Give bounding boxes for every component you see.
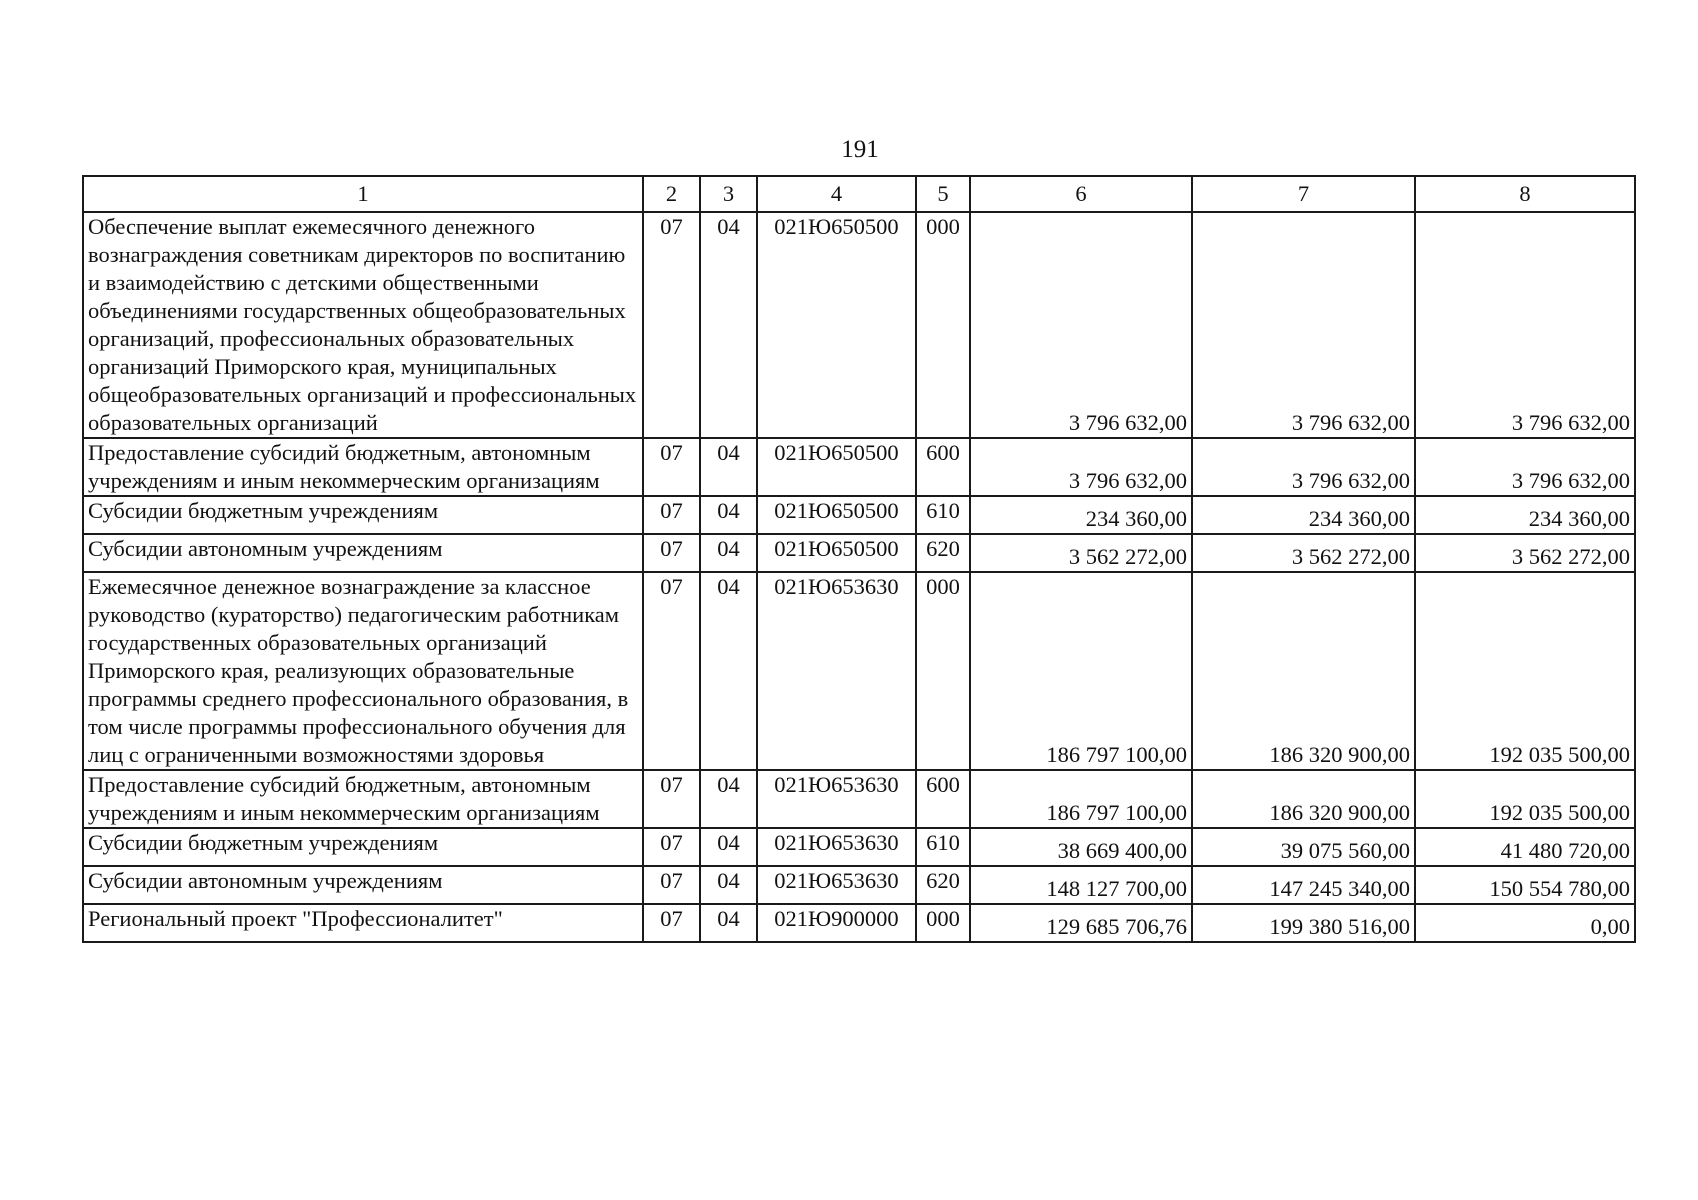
expense-type-code: 000	[916, 212, 970, 438]
row-description: Предоставление субсидий бюджетным, автономным учреждениям и иным некоммерческим организациям	[83, 770, 643, 828]
column-header-4: 4	[757, 176, 916, 212]
row-description: Субсидии автономным учреждениям	[83, 866, 643, 904]
budget-table	[82, 175, 1636, 943]
expense-type-code: 600	[916, 770, 970, 828]
row-description: Региональный проект "Профессионалитет"	[83, 904, 643, 942]
amount-col-8: 3 562 272,00	[1415, 534, 1635, 572]
amount-col-8: 192 035 500,00	[1415, 572, 1635, 770]
header-row	[83, 176, 1635, 212]
table-row	[83, 866, 1635, 904]
section-code: 07	[643, 212, 700, 438]
row-description: Обеспечение выплат ежемесячного денежного вознаграждения советникам директоров по воспитанию и взаимодействию с детскими общественными объединениями государственных общеобразовательных организаций, профессиональных образовательных организаций Приморского края, муниципальных общеобразовательных организаций и профессиональных образовательных организаций	[83, 212, 643, 438]
table-row	[83, 496, 1635, 534]
table-row	[83, 212, 1635, 438]
amount-col-8: 192 035 500,00	[1415, 770, 1635, 828]
section-code: 07	[643, 770, 700, 828]
expense-type-code: 610	[916, 496, 970, 534]
amount-col-7: 186 320 900,00	[1192, 770, 1415, 828]
amount-col-7: 39 075 560,00	[1192, 828, 1415, 866]
section-code: 07	[643, 828, 700, 866]
target-article-code: 021Ю653630	[757, 572, 916, 770]
amount-col-6: 148 127 700,00	[970, 866, 1192, 904]
column-header-2: 2	[643, 176, 700, 212]
table-row	[83, 534, 1635, 572]
column-header-5: 5	[916, 176, 970, 212]
section-code: 07	[643, 438, 700, 496]
table-row	[83, 572, 1635, 770]
subsection-code: 04	[700, 438, 757, 496]
amount-col-7: 3 796 632,00	[1192, 212, 1415, 438]
amount-col-8: 234 360,00	[1415, 496, 1635, 534]
section-code: 07	[643, 572, 700, 770]
page-number: 191	[841, 136, 879, 163]
expense-type-code: 620	[916, 534, 970, 572]
subsection-code: 04	[700, 866, 757, 904]
amount-col-6: 3 796 632,00	[970, 438, 1192, 496]
column-header-8: 8	[1415, 176, 1635, 212]
column-header-3: 3	[700, 176, 757, 212]
expense-type-code: 620	[916, 866, 970, 904]
amount-col-7: 3 562 272,00	[1192, 534, 1415, 572]
amount-col-7: 3 796 632,00	[1192, 438, 1415, 496]
target-article-code: 021Ю650500	[757, 438, 916, 496]
amount-col-8: 150 554 780,00	[1415, 866, 1635, 904]
column-header-6: 6	[970, 176, 1192, 212]
amount-col-6: 38 669 400,00	[970, 828, 1192, 866]
column-header-7: 7	[1192, 176, 1415, 212]
subsection-code: 04	[700, 496, 757, 534]
row-description: Субсидии бюджетным учреждениям	[83, 828, 643, 866]
target-article-code: 021Ю653630	[757, 770, 916, 828]
table-row	[83, 770, 1635, 828]
amount-col-8: 0,00	[1415, 904, 1635, 942]
expense-type-code: 000	[916, 904, 970, 942]
expense-type-code: 610	[916, 828, 970, 866]
amount-col-7: 199 380 516,00	[1192, 904, 1415, 942]
row-description: Субсидии бюджетным учреждениям	[83, 496, 643, 534]
column-header-1: 1	[83, 176, 643, 212]
amount-col-8: 3 796 632,00	[1415, 212, 1635, 438]
subsection-code: 04	[700, 212, 757, 438]
amount-col-7: 234 360,00	[1192, 496, 1415, 534]
amount-col-6: 186 797 100,00	[970, 572, 1192, 770]
amount-col-6: 234 360,00	[970, 496, 1192, 534]
amount-col-8: 3 796 632,00	[1415, 438, 1635, 496]
amount-col-7: 186 320 900,00	[1192, 572, 1415, 770]
section-code: 07	[643, 904, 700, 942]
subsection-code: 04	[700, 828, 757, 866]
target-article-code: 021Ю653630	[757, 866, 916, 904]
target-article-code: 021Ю650500	[757, 496, 916, 534]
amount-col-8: 41 480 720,00	[1415, 828, 1635, 866]
amount-col-6: 3 796 632,00	[970, 212, 1192, 438]
table-row	[83, 904, 1635, 942]
row-description: Ежемесячное денежное вознаграждение за классное руководство (кураторство) педагогическим работникам государственных образовательных организаций Приморского края, реализующих образовательные программы среднего профессионального образования, в том числе программы профессионального обучения для лиц с ограниченными возможностями здоровья	[83, 572, 643, 770]
expense-type-code: 000	[916, 572, 970, 770]
subsection-code: 04	[700, 534, 757, 572]
table-row	[83, 828, 1635, 866]
subsection-code: 04	[700, 572, 757, 770]
target-article-code: 021Ю900000	[757, 904, 916, 942]
subsection-code: 04	[700, 770, 757, 828]
section-code: 07	[643, 496, 700, 534]
amount-col-6: 186 797 100,00	[970, 770, 1192, 828]
row-description: Предоставление субсидий бюджетным, автономным учреждениям и иным некоммерческим организациям	[83, 438, 643, 496]
row-description: Субсидии автономным учреждениям	[83, 534, 643, 572]
amount-col-6: 3 562 272,00	[970, 534, 1192, 572]
section-code: 07	[643, 866, 700, 904]
section-code: 07	[643, 534, 700, 572]
amount-col-6: 129 685 706,76	[970, 904, 1192, 942]
amount-col-7: 147 245 340,00	[1192, 866, 1415, 904]
table-row	[83, 438, 1635, 496]
target-article-code: 021Ю650500	[757, 534, 916, 572]
target-article-code: 021Ю653630	[757, 828, 916, 866]
subsection-code: 04	[700, 904, 757, 942]
target-article-code: 021Ю650500	[757, 212, 916, 438]
expense-type-code: 600	[916, 438, 970, 496]
